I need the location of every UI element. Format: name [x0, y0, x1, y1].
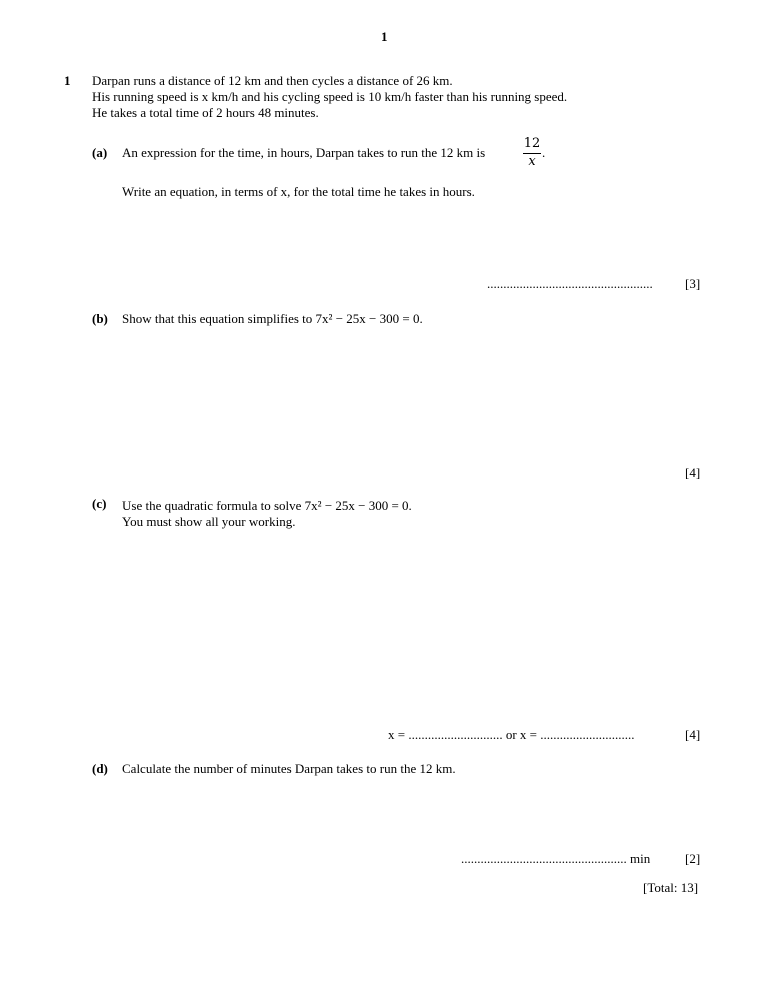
- fraction-denominator: x: [528, 154, 536, 169]
- part-d-text: Calculate the number of minutes Darpan takes to run the 12 km.: [122, 761, 456, 776]
- part-a-line-1: An expression for the time, in hours, Darpan takes to run the 12 km is: [122, 145, 486, 160]
- intro-line-1: Darpan runs a distance of 12 km and then cycles a distance of 26 km.: [92, 73, 453, 88]
- part-c-marks: [4]: [685, 727, 701, 742]
- part-c-line-1: Use the quadratic formula to solve 7x² − 25x − 300 = 0.: [122, 498, 412, 513]
- fraction-tail: .: [542, 145, 546, 160]
- fraction-12-over-x: [523, 136, 541, 169]
- part-a-label: (a): [92, 145, 108, 160]
- fraction-numerator: 12: [523, 136, 541, 151]
- part-c-answer-line[interactable]: x = ............................. or x = .............................: [388, 727, 635, 742]
- part-d-label: (d): [92, 761, 108, 776]
- question-number: 1: [64, 73, 71, 88]
- part-b-marks: [4]: [685, 465, 701, 480]
- intro-line-2: His running speed is x km/h and his cycling speed is 10 km/h faster than his running speed.: [92, 89, 568, 104]
- part-a-answer-line[interactable]: ...................................................: [487, 276, 653, 291]
- part-a-marks: [3]: [685, 276, 701, 291]
- part-a-line-2: Write an equation, in terms of x, for the total time he takes in hours.: [122, 184, 475, 199]
- intro-line-3: He takes a total time of 2 hours 48 minutes.: [92, 105, 319, 120]
- part-c-line-2: You must show all your working.: [122, 514, 296, 529]
- part-d-marks: [2]: [685, 851, 701, 866]
- total-marks: [Total: 13]: [643, 880, 699, 895]
- part-b-label: (b): [92, 311, 108, 326]
- part-d-answer-line[interactable]: ................................................... min: [461, 851, 651, 866]
- page-number: 1: [381, 29, 388, 44]
- part-b-text: Show that this equation simplifies to 7x² − 25x − 300 = 0.: [122, 311, 423, 326]
- part-c-label: (c): [92, 496, 107, 511]
